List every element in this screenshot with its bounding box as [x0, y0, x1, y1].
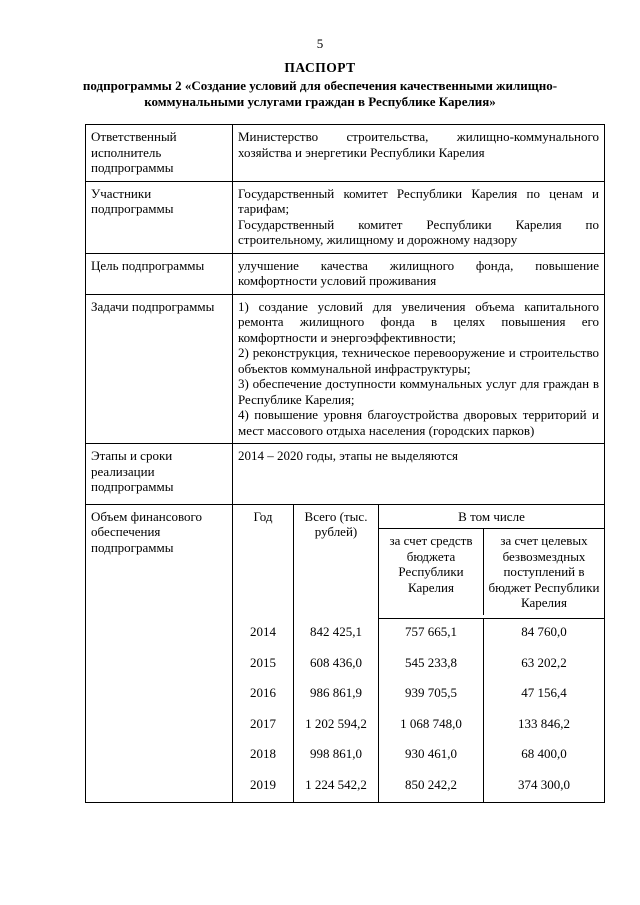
col-federal-header: за счет целевых безвозмездных поступлений в бюджет Республики Карелия [488, 533, 600, 610]
table-row [233, 741, 604, 772]
table-row [233, 680, 604, 711]
finance-cell [233, 504, 605, 803]
total-cell: 986 861,9 [294, 680, 379, 711]
col-total-header: Всего (тыс. рублей) [294, 505, 379, 615]
federal-cell: 84 760,0 [521, 624, 567, 639]
finance-table [233, 505, 604, 803]
year-cell: 2016 [233, 680, 294, 711]
document-subtitle: подпрограммы 2 «Создание условий для обеспечения качественными жилищно-коммунальными услугами граждан в Республике Карелия» [82, 78, 558, 109]
total-cell: 1 224 542,2 [294, 772, 379, 803]
value-line: 2014 – 2020 годы, этапы не выделяются [238, 448, 459, 463]
table-row [86, 181, 605, 253]
value-line: улучшение качества жилищного фонда, повышение комфортности условий проживания [238, 257, 599, 288]
row-label: Задачи подпрограммы [86, 294, 233, 444]
row-label: Цель подпрограммы [86, 253, 233, 294]
table-row [233, 650, 604, 681]
col-incl-header: В том числе [379, 505, 605, 529]
table-row [86, 125, 605, 182]
year-cell: 2015 [233, 650, 294, 681]
table-row [86, 294, 605, 444]
value-line: Министерство строительства, жилищно-коммунального хозяйства и энергетики Республики Карелия [238, 129, 599, 160]
row-value [233, 125, 605, 182]
budget-cell: 939 705,5 [379, 680, 484, 711]
col-budget-header: за счет средств бюджета Республики Карелия [379, 529, 484, 615]
document-title: ПАСПОРТ [284, 60, 356, 75]
row-label: Участники подпрограммы [86, 181, 233, 253]
passport-table [85, 124, 605, 803]
budget-cell: 930 461,0 [379, 741, 484, 772]
budget-cell: 850 242,2 [379, 772, 484, 803]
budget-cell: 545 233,8 [379, 650, 484, 681]
finance-rows [233, 619, 604, 803]
page-number: 5 [316, 36, 324, 51]
value-line: Государственный комитет Республики Карелия по ценам и тарифам; [238, 185, 599, 216]
row-label: Ответственный исполнитель подпрограммы [86, 125, 233, 182]
federal-cell: 47 156,4 [521, 685, 567, 700]
federal-cell: 374 300,0 [518, 776, 570, 792]
table-row-finance [86, 504, 605, 803]
row-value [233, 181, 605, 253]
col-year-header: Год [233, 505, 294, 615]
table-row [233, 711, 604, 742]
table-row [86, 253, 605, 294]
total-cell: 998 861,0 [294, 741, 379, 772]
federal-cell: 68 400,0 [521, 746, 567, 761]
row-label: Этапы и сроки реализации подпрограммы [86, 444, 233, 505]
row-value [233, 253, 605, 294]
value-line: 2) реконструкция, техническое перевооружение и строительство объектов коммунальной инфраструктуры; [238, 345, 599, 376]
row-value [233, 294, 605, 444]
budget-cell: 1 068 748,0 [379, 711, 484, 742]
year-cell: 2017 [233, 711, 294, 742]
value-line: 1) создание условий для увеличения объема капитального ремонта жилищного фонда в целях повышения его комфортности и энергоэффективности; [238, 298, 599, 345]
finance-label: Объем финансового обеспечения подпрограммы [86, 504, 233, 803]
value-line: 3) обеспечение доступности коммунальных услуг для граждан в Республике Карелия; [238, 376, 599, 407]
year-cell: 2018 [233, 741, 294, 772]
federal-cell: 63 202,2 [521, 654, 567, 670]
year-cell: 2019 [233, 772, 294, 803]
value-line: Государственный комитет Республики Карелия по строительному, жилищному и дорожному надзору [238, 216, 599, 247]
total-cell: 842 425,1 [294, 619, 379, 650]
year-cell: 2014 [233, 619, 294, 650]
budget-cell: 757 665,1 [379, 619, 484, 650]
table-row [233, 619, 604, 650]
total-cell: 1 202 594,2 [294, 711, 379, 742]
total-cell: 608 436,0 [294, 650, 379, 681]
value-line: 4) повышение уровня благоустройства дворовых территорий и мест массового отдыха населения (городских парков) [238, 407, 599, 438]
table-row [233, 772, 604, 803]
table-row [86, 444, 605, 505]
federal-cell: 133 846,2 [518, 715, 570, 731]
row-value [233, 444, 605, 505]
